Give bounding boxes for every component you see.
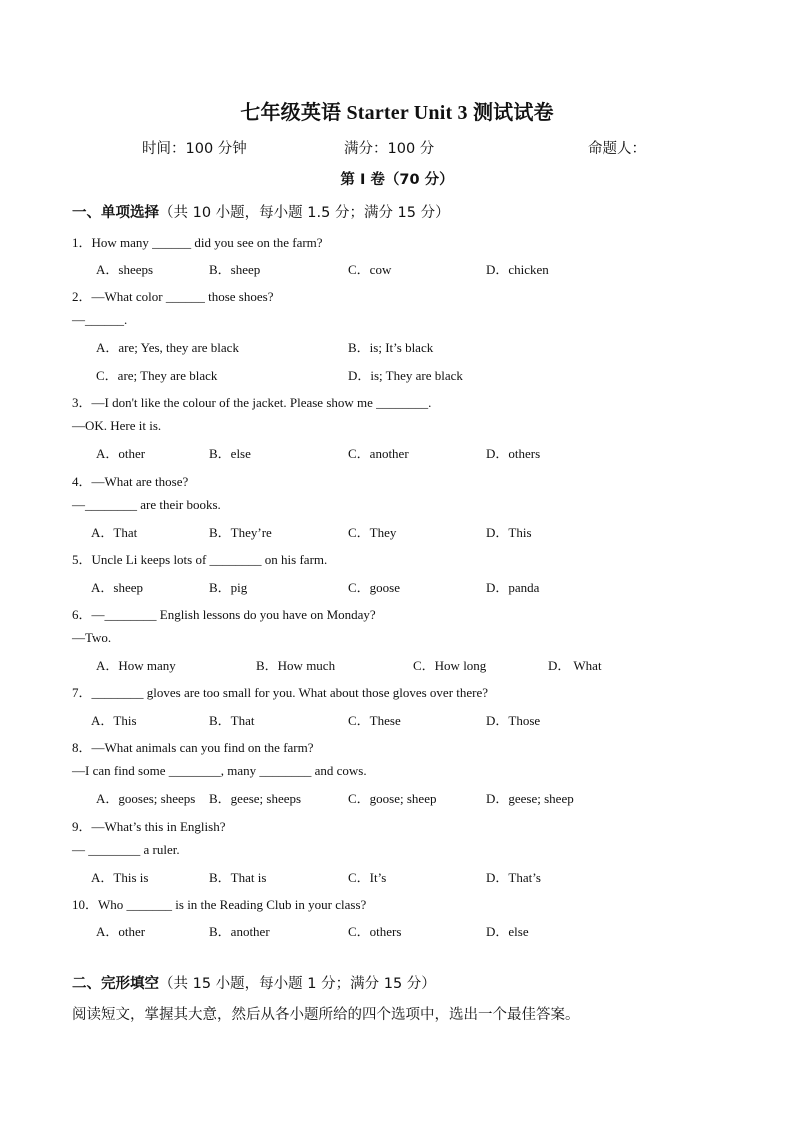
page-title: 七年级英语 Starter Unit 3 测试试卷 [240, 102, 554, 124]
question-line: —I can find some ________, many ________ and cows. [72, 763, 367, 778]
option-c: C．These [348, 713, 401, 728]
option-b: B．pig [209, 580, 248, 595]
option-b: B．sheep [209, 262, 261, 277]
question-line: —OK. Here it is. [72, 418, 162, 433]
option-a: A．gooses; sheeps [96, 791, 196, 806]
option-d: D．panda [486, 580, 540, 595]
question-stem: 5．Uncle Li keeps lots of ________ on his farm. [72, 552, 328, 567]
option-d: D．geese; sheep [486, 791, 574, 806]
option-b: B．That [209, 713, 255, 728]
question-stem: 1．How many ______ did you see on the farm? [72, 235, 323, 250]
option-d: D． What [548, 658, 602, 673]
question-line: —______. [72, 312, 128, 327]
question-stem: 6．—________ English lessons do you have on Monday? [72, 607, 376, 622]
section-note: （共 15 小题，每小题 1 分；满分 15 分） [159, 976, 436, 992]
question-stem: 9．—What’s this in English? [72, 819, 226, 834]
question-stem: 3．—I don't like the colour of the jacket. Please show me ________. [72, 395, 432, 410]
option-c: C．another [348, 446, 409, 461]
option-c: C．others [348, 924, 402, 939]
option-b: B．How much [256, 658, 336, 673]
option-d: D．Those [486, 713, 541, 728]
option-d: D．This [486, 525, 532, 540]
section-heading-cloze [72, 972, 436, 993]
option-d: D．is; They are black [348, 368, 463, 383]
instruction-text: 阅读短文，掌握其大意，然后从各小题所给的四个选项中，选出一个最佳答案。 [72, 1007, 580, 1023]
option-a: A．other [96, 446, 146, 461]
option-b: B．else [209, 446, 251, 461]
option-b: B．is; It’s black [348, 340, 434, 355]
question-stem: 10．Who _______ is in the Reading Club in your class? [72, 897, 367, 912]
option-c: C．are; They are black [96, 368, 218, 383]
author-info: 命题人： [588, 141, 646, 157]
option-c: C．cow [348, 262, 392, 277]
exam-meta [0, 137, 794, 157]
option-b: B．That is [209, 870, 267, 885]
option-a: A．are; Yes, they are black [96, 340, 239, 355]
option-a: A．How many [96, 658, 176, 673]
part-title: 第 I 卷（70 分） [340, 172, 454, 188]
time-info: 时间：100 分钟 [142, 141, 247, 157]
option-a: A．This [91, 713, 137, 728]
option-a: A．other [96, 924, 146, 939]
option-a: A．That [91, 525, 138, 540]
question-stem: 2．—What color ______ those shoes? [72, 289, 274, 304]
question-stem: 7．________ gloves are too small for you. What about those gloves over there? [72, 685, 489, 700]
section-note: （共 10 小题，每小题 1.5 分；满分 15 分） [159, 205, 450, 221]
option-b: B．another [209, 924, 270, 939]
option-c: C．How long [413, 658, 487, 673]
question-line: —Two. [72, 630, 112, 645]
option-b: B．They’re [209, 525, 272, 540]
option-d: D．others [486, 446, 541, 461]
option-c: C．They [348, 525, 397, 540]
option-b: B．geese; sheeps [209, 791, 302, 806]
option-c: C．goose [348, 580, 401, 595]
question-stem: 8．—What animals can you find on the farm? [72, 740, 314, 755]
question-stem: 4．—What are those? [72, 474, 189, 489]
option-d: D．chicken [486, 262, 549, 277]
section-heading-single-choice [72, 201, 450, 222]
option-c: C．It’s [348, 870, 387, 885]
option-d: D．else [486, 924, 529, 939]
question-line: —________ are their books. [72, 497, 221, 512]
section-title: 一、单项选择 [72, 205, 159, 221]
question-line: — ________ a ruler. [72, 842, 180, 857]
section-title: 二、完形填空 [72, 976, 159, 992]
option-a: A．sheeps [96, 262, 154, 277]
option-a: A．sheep [91, 580, 143, 595]
option-c: C．goose; sheep [348, 791, 437, 806]
option-a: A．This is [91, 870, 149, 885]
score-info: 满分：100 分 [344, 141, 435, 157]
option-d: D．That’s [486, 870, 541, 885]
